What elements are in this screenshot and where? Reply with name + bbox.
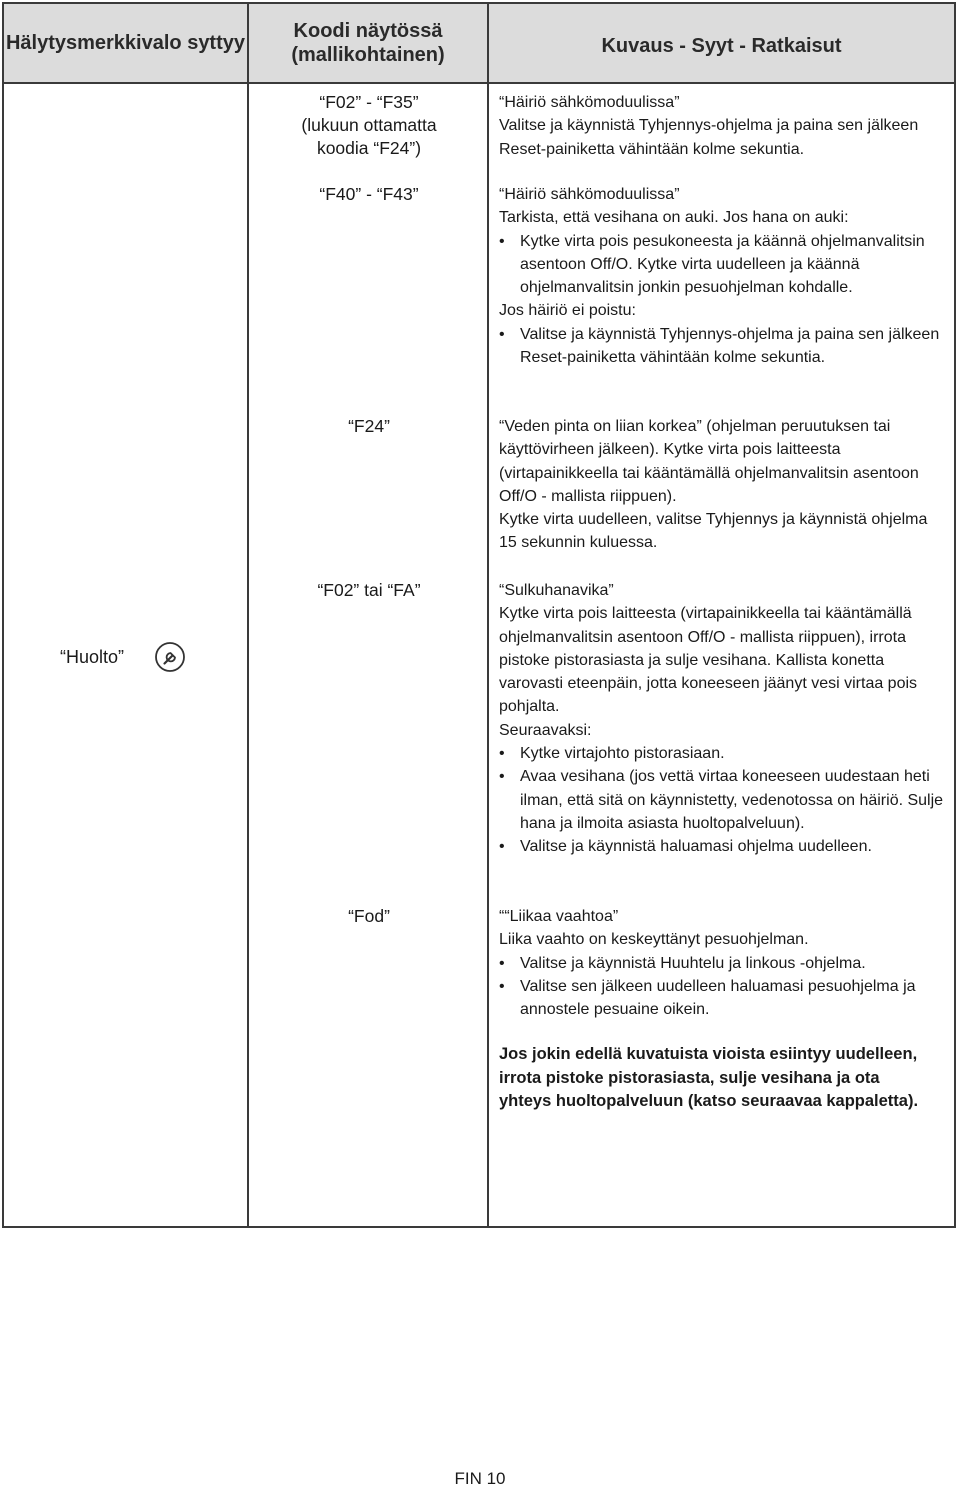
description-f02-f35 (499, 91, 949, 161)
description-title: ““Liikaa vaahtoa” (499, 908, 619, 925)
wrench-circle-icon (154, 641, 186, 673)
description-title: “Sulkuhanavika” (499, 582, 614, 599)
description-text: Jos häiriö ei poistu: (499, 302, 636, 320)
code-line: “F24” (348, 416, 390, 436)
description-f40-f43 (499, 183, 949, 369)
description-f02-fa (499, 579, 949, 859)
bullet-item: • Valitse sen jälkeen uudelleen haluamasi pesuohjelma ja annostele pesuaine oikein. (499, 975, 949, 1022)
code-line: “F40” - “F43” (319, 184, 419, 204)
code-line: koodia “F24”) (316, 138, 422, 158)
description-text: Kytke virta pois laitteesta (virtapainikkeella tai kääntämällä ohjelmanvalitsin asentoon Off/O - mallista riippuen), irrota pistoke pistorasiasta ja sulje vesihana. Kallista konetta varovasti eteenpäin, jotta koneeseen jäänyt vesi virtaa pois pohjalta. (499, 605, 918, 716)
header-indicator (4, 4, 247, 82)
header-code-label: Koodi näytössä (mallikohtainen) (291, 20, 445, 66)
bullet-item: • Avaa vesihana (jos vettä virtaa koneeseen uudestaan heti ilman, että sitä on käynnistetty, vedenotossa on häiriö. Sulje hana ja ilmoita asiasta huoltopalveluun). (499, 765, 949, 835)
description-text: “Veden pinta on liian korkea” (ohjelman peruutuksen tai käyttövirheen jälkeen). Kytke virta pois laitteesta (virtapainikkeella tai kääntämällä ohjelmanvalitsin asentoon Off/O - mallista riippuen). (499, 418, 919, 505)
code-line: “Fod” (348, 906, 390, 926)
bullet-item: • Kytke virtajohto pistorasiaan. (499, 742, 949, 765)
service-note: Jos jokin edellä kuvatuista vioista esiintyy uudelleen, irrota pistoke pistorasiasta, sulje vesihana ja ota yhteys huoltopalveluun (katso seuraavaa kappaletta). (499, 1045, 919, 1110)
error-code-f24 (250, 415, 488, 438)
bullet-item: • Valitse ja käynnistä haluamasi ohjelma uudelleen. (499, 835, 949, 858)
description-fod (499, 905, 949, 1021)
code-line: (lukuun ottamatta (301, 115, 437, 135)
indicator-label: “Huolto” (60, 647, 125, 667)
bullet-item: • Valitse ja käynnistä Tyhjennys-ohjelma ja paina sen jälkeen Reset-painiketta vähintään kolme sekuntia. (499, 323, 949, 370)
header-description (489, 4, 954, 82)
description-text: Tarkista, että vesihana on auki. Jos hana on auki: (499, 209, 849, 227)
header-divider (2, 82, 956, 84)
header-indicator-label: Hälytysmerkkivalo syttyy (5, 32, 246, 54)
code-line: “F02” - “F35” (319, 92, 419, 112)
column-divider (247, 2, 249, 1228)
page-number: FIN 10 (454, 1469, 506, 1488)
bullet-item: • Valitse ja käynnistä Huuhtelu ja linkous -ohjelma. (499, 952, 949, 975)
bullet-item: • Kytke virta pois pesukoneesta ja käännä ohjelmanvalitsin asentoon Off/O. Kytke virta uudelleen ja käännä ohjelmanvalitsin jonkin pesuohjelman kohdalle. (499, 230, 949, 300)
description-title: “Häiriö sähkömoduulissa” (499, 94, 680, 111)
error-code-f02-fa (250, 579, 488, 602)
error-code-f40-f43 (250, 183, 488, 206)
error-code-f02-f35 (250, 91, 488, 160)
header-code (249, 4, 487, 82)
error-code-fod (250, 905, 488, 928)
description-text: Seuraavaksi: (499, 721, 592, 739)
header-description-label: Kuvaus - Syyt - Ratkaisut (601, 35, 842, 57)
description-f24 (499, 415, 949, 555)
description-text: Liika vaahto on keskeyttänyt pesuohjelman. (499, 931, 809, 949)
description-text: Kytke virta uudelleen, valitse Tyhjennys ja käynnistä ohjelma 15 sekunnin kuluessa. (499, 511, 928, 552)
code-line: “F02” tai “FA” (317, 580, 421, 600)
description-text: Valitse ja käynnistä Tyhjennys-ohjelma ja paina sen jälkeen Reset-painiketta vähintään kolme sekuntia. (499, 117, 919, 158)
description-title: “Häiriö sähkömoduulissa” (499, 186, 680, 203)
